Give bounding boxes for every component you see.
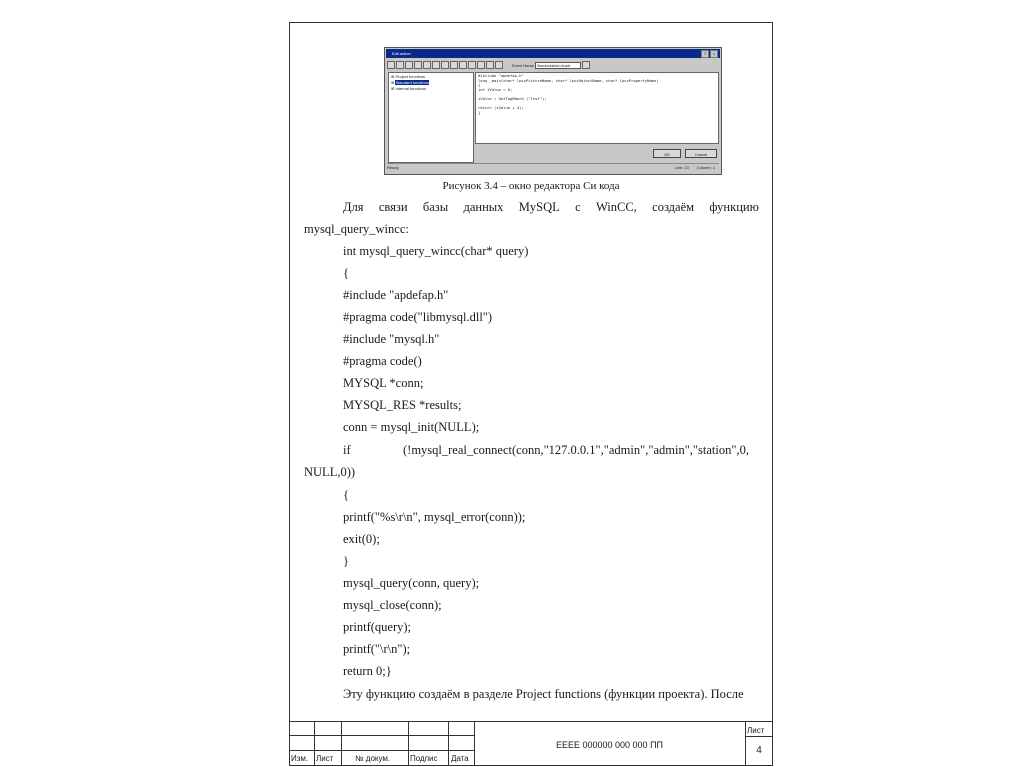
- toolbar-button: [432, 61, 440, 69]
- editor-title: Edit action: [392, 51, 411, 56]
- code-text-line: printf(query);: [343, 620, 412, 634]
- code-text-line: mysql_query(conn, query);: [343, 576, 480, 590]
- event-name-field: Standardaktion Ausdr.: [535, 62, 581, 69]
- stamp-row-line: [745, 736, 773, 737]
- tree-item: ⊞ Standard functions: [391, 80, 429, 85]
- status-text: Ready: [387, 165, 399, 170]
- paragraph-line: Для связи базы данных MySQL с WinCC, создаём функцию: [343, 200, 759, 214]
- stamp-row-line: [289, 735, 474, 736]
- code-text-line: printf("%s\r\n", mysql_error(conn));: [343, 510, 526, 524]
- toolbar-button: [405, 61, 413, 69]
- stamp-col-sign: Подпис: [410, 754, 438, 763]
- document-code: ЕЕЕЕ 000000 000 000 ПП: [555, 740, 663, 750]
- toolbar-button: [459, 61, 467, 69]
- tree-item: ⊞ Project functions: [391, 74, 426, 79]
- status-bar: [387, 163, 719, 172]
- stamp-divider: [745, 721, 746, 766]
- paragraph-line: mysql_query_wincc:: [304, 222, 409, 236]
- code-text-line: {: [343, 266, 349, 280]
- code-text-line: #pragma code(): [343, 354, 422, 368]
- function-tree: [388, 72, 474, 163]
- toolbar-button: [450, 61, 458, 69]
- code-text-line: if: [343, 443, 351, 457]
- code-line: }: [478, 110, 481, 115]
- code-text-line: MYSQL_RES *results;: [343, 398, 462, 412]
- sheet-number: 4: [756, 745, 762, 756]
- close-icon: ×: [710, 50, 718, 58]
- tree-item: ⊞ Internal functions: [391, 86, 426, 91]
- stamp-col-izm: Изм.: [291, 754, 309, 763]
- code-text-line: #pragma code("libmysql.dll"): [343, 310, 493, 324]
- code-text-line: (!mysql_real_connect(conn,"127.0.0.1","admin","admin","station",0,: [403, 443, 749, 457]
- stamp-divider: [314, 721, 315, 766]
- code-text-line: #include "mysql.h": [343, 332, 440, 346]
- code-line: long _main(char* lpszPictureName, char* lpszObjectName, char* lpszPropertyName): [478, 78, 659, 83]
- code-line: iValue = GetTagDWord ("Test");: [478, 96, 547, 101]
- editor-toolbar: [387, 60, 719, 70]
- paragraph-line: Эту функцию создаём в разделе Project functions (функции проекта). После: [343, 687, 744, 701]
- code-text-line: mysql_close(conn);: [343, 598, 442, 612]
- toolbar-button: [477, 61, 485, 69]
- event-name-label: Event Name: [512, 62, 535, 68]
- sheet-label: Лист: [747, 726, 765, 735]
- toolbar-button: [441, 61, 449, 69]
- code-text-line: NULL,0)): [304, 465, 356, 479]
- help-icon: ?: [701, 50, 709, 58]
- code-text-line: MYSQL *conn;: [343, 376, 424, 390]
- status-column: Column: 1: [696, 165, 715, 170]
- stamp-divider: [408, 721, 409, 766]
- editor-screenshot: [384, 47, 722, 175]
- toolbar-button: [468, 61, 476, 69]
- stamp-divider: [341, 721, 342, 766]
- code-text-line: printf("\r\n");: [343, 642, 411, 656]
- code-text-line: {: [343, 488, 349, 502]
- code-line: #include "apdefap.h": [478, 74, 524, 78]
- stamp-col-docnum: № докум.: [355, 754, 391, 763]
- stamp-col-list: Лист: [316, 754, 334, 763]
- code-editor: [475, 72, 719, 144]
- ok-button: OK: [653, 149, 681, 158]
- figure-caption: Рисунок 3.4 – окно редактора Си кода: [442, 180, 620, 192]
- toolbar-button: [423, 61, 431, 69]
- cancel-button: Cancel: [685, 149, 717, 158]
- toolbar-button: [396, 61, 404, 69]
- code-text-line: conn = mysql_init(NULL);: [343, 420, 480, 434]
- toolbar-button: [582, 61, 590, 69]
- editor-title-bar: [386, 49, 720, 58]
- code-text-line: #include "apdefap.h": [343, 288, 449, 302]
- toolbar-button: [387, 61, 395, 69]
- code-line: return (iValue + 4);: [478, 106, 524, 111]
- toolbar-button: [414, 61, 422, 69]
- code-text-line: }: [343, 554, 349, 568]
- status-line: Line: 10: [674, 165, 689, 170]
- code-line: int iValue = 0;: [478, 87, 513, 92]
- stamp-row-line: [289, 750, 474, 751]
- code-text-line: return 0;}: [343, 664, 392, 678]
- code-text-line: exit(0);: [343, 532, 380, 546]
- stamp-col-date: Дата: [451, 754, 469, 763]
- code-line: {: [478, 83, 481, 88]
- toolbar-button: [495, 61, 503, 69]
- stamp-divider: [448, 721, 449, 766]
- code-text-line: int mysql_query_wincc(char* query): [343, 244, 529, 258]
- toolbar-button: [486, 61, 494, 69]
